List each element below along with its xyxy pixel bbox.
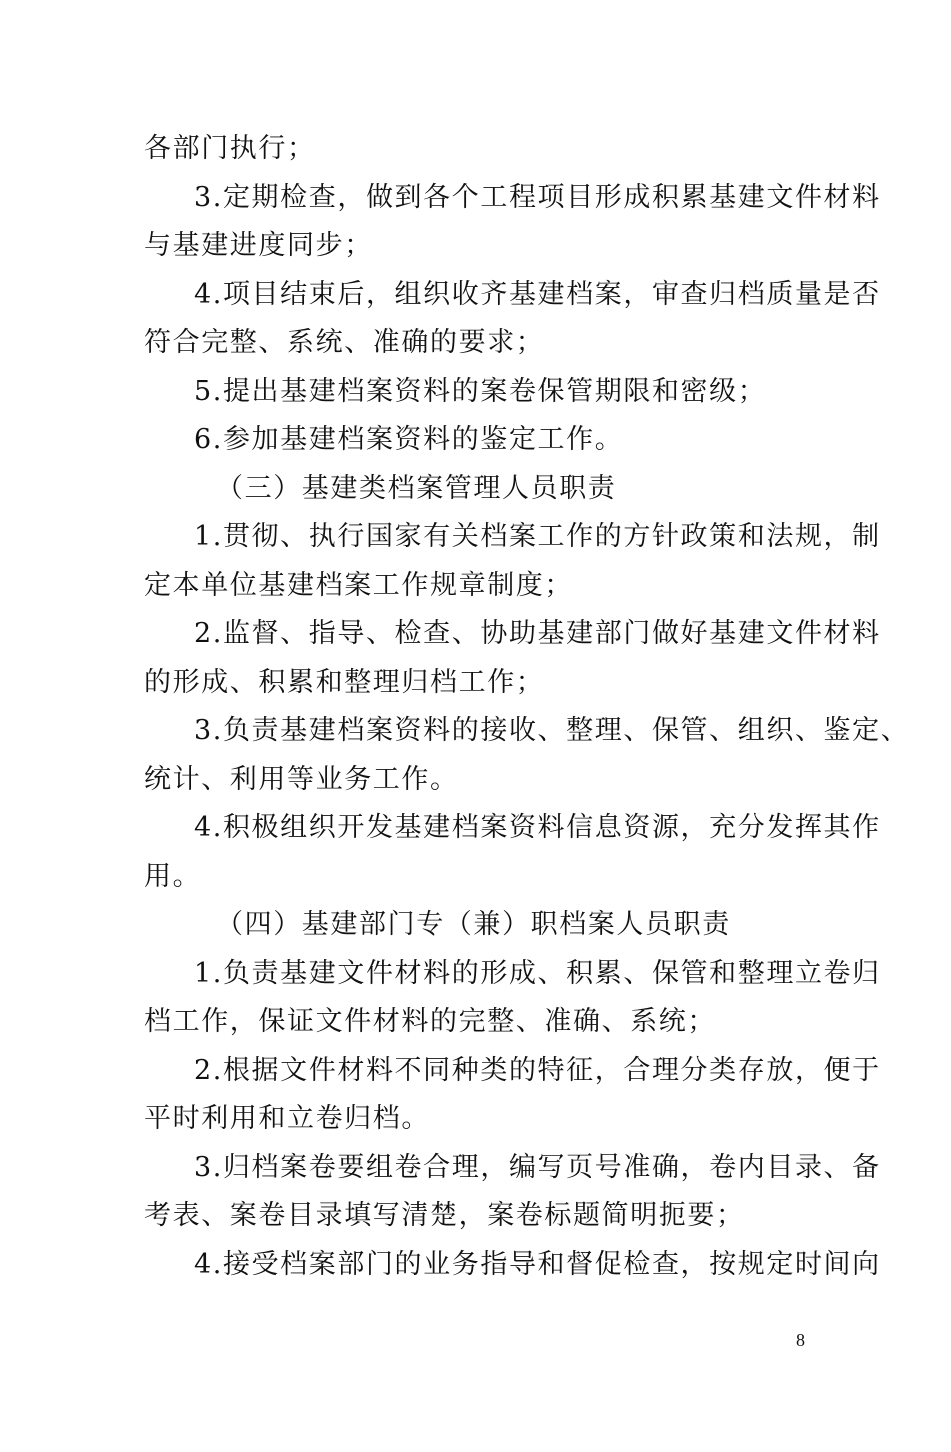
text-line-10: 定本单位基建档案工作规章制度； [144, 569, 573, 601]
text-line-13: 3.负责基建档案资料的接收、整理、保管、组织、鉴定、 [194, 715, 910, 746]
text-line-19: 档工作，保证文件材料的完整、准确、系统； [144, 1006, 716, 1037]
text-line-14: 统计、利用等业务工作。 [144, 763, 459, 795]
text-line-11: 2.监督、指导、检查、协助基建部门做好基建文件材料 [194, 618, 881, 649]
text-line-20: 2.根据文件材料不同种类的特征，合理分类存放，便于 [194, 1054, 881, 1086]
text-line-15: 4.积极组织开发基建档案资料信息资源，充分发挥其作 [194, 812, 881, 843]
page-number: 8 [796, 1330, 805, 1350]
body-text [144, 125, 910, 1289]
text-line-12: 的形成、积累和整理归档工作； [144, 666, 545, 698]
text-line-21: 平时利用和立卷归档。 [144, 1103, 430, 1134]
text-line-9: 1.贯彻、执行国家有关档案工作的方针政策和法规，制 [194, 521, 881, 552]
text-line-16: 用。 [144, 860, 202, 892]
text-line-22: 3.归档案卷要组卷合理，编写页号准确，卷内目录、备 [194, 1151, 881, 1183]
section-heading-three: （三）基建类档案管理人员职责 [216, 472, 617, 504]
text-line-24: 4.接受档案部门的业务指导和督促检查，按规定时间向 [194, 1248, 881, 1280]
text-line-18: 1.负责基建文件材料的形成、积累、保管和整理立卷归 [194, 957, 881, 989]
text-line-7: 6.参加基建档案资料的鉴定工作。 [194, 424, 624, 455]
text-line-5: 符合完整、系统、准确的要求； [144, 327, 545, 358]
text-line-4: 4.项目结束后，组织收齐基建档案，审查归档质量是否 [194, 278, 881, 310]
text-line-23: 考表、案卷目录填写清楚，案卷标题简明扼要； [144, 1200, 745, 1231]
text-line-1: 各部门执行； [144, 133, 316, 164]
text-line-3: 与基建进度同步； [144, 230, 373, 261]
text-line-6: 5.提出基建档案资料的案卷保管期限和密级； [194, 375, 767, 407]
text-line-2: 3.定期检查，做到各个工程项目形成积累基建文件材料 [194, 181, 881, 213]
section-heading-four: （四）基建部门专（兼）职档案人员职责 [216, 909, 731, 940]
